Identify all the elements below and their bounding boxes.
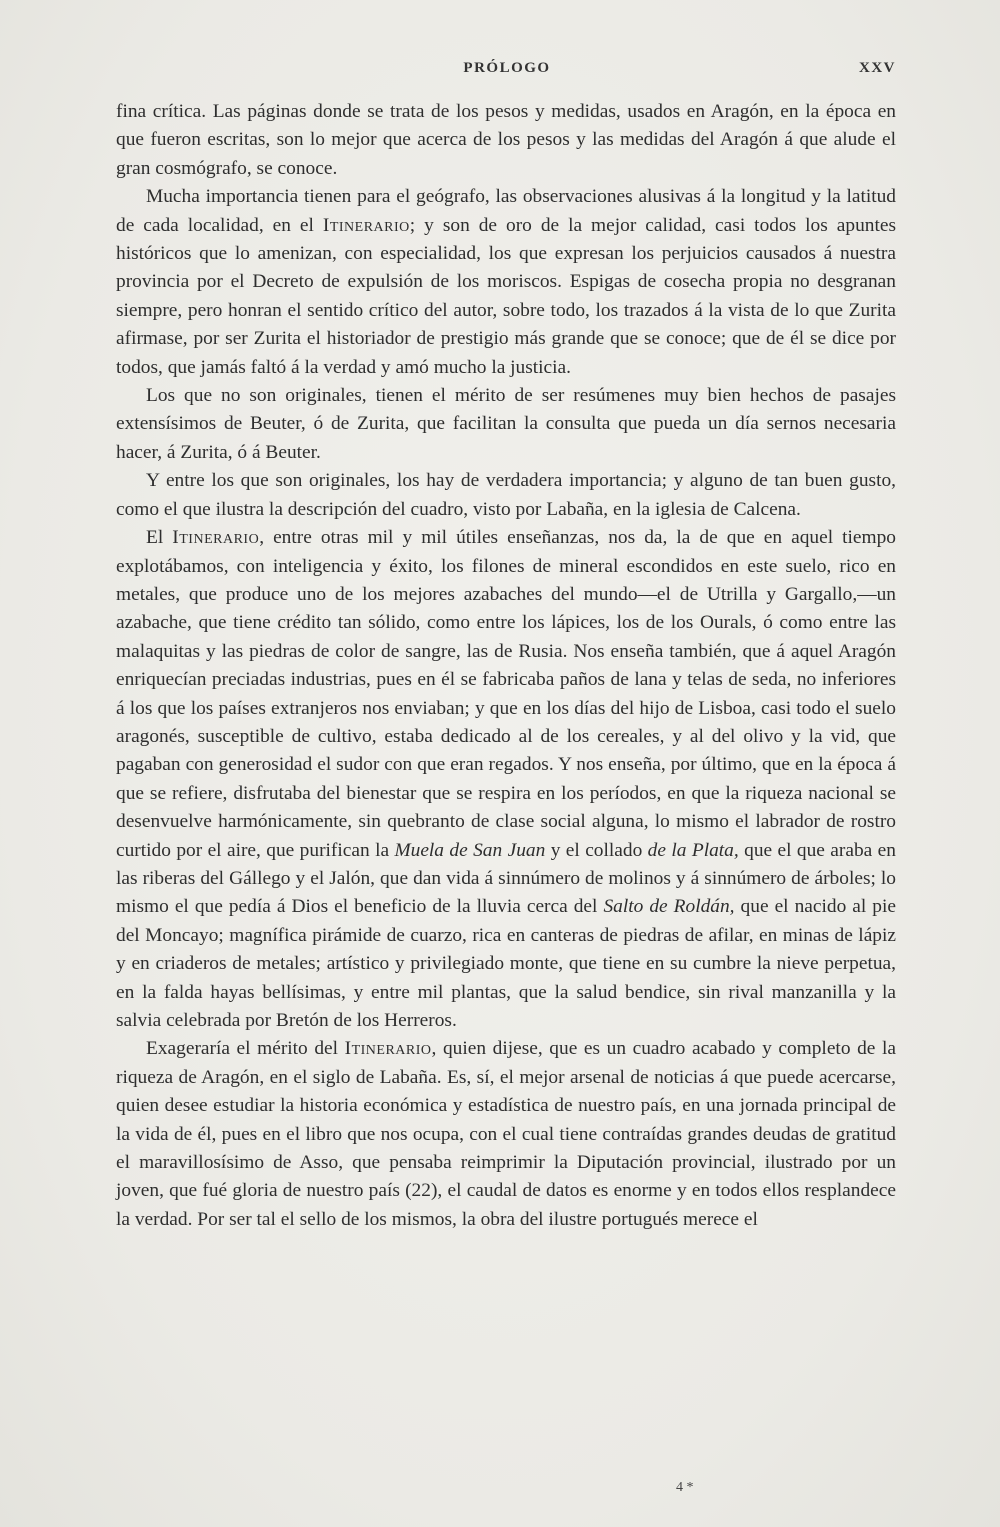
itinerario-title: Itinerario: [344, 1038, 432, 1060]
signature-mark: 4 *: [676, 1480, 694, 1495]
paragraph-5-post-a: , entre otras mil y mil útiles enseñanzas, nos da, la de que en aquel tiempo explotábamos, con inteligencia y éxito, los filones de mineral escondidos en este suelo, rico en metales, que produce uno de los mejores azabaches del mundo—el de Utrilla y Gargallo,—un azabache, que tiene crédito tan sólido, como entre los lápices, los de los Ourals, ó como entre las malaquitas y las piedras de color de sangre, las de Rusia. Nos enseña también, que á aquel Aragón enriquecían preciadas industrias, pues en él se fabricaba paños de lana y telas de seda, no inferiores á los que los países extranjeros nos enviaban; y que en los días del hijo de Lisboa, casi todo el suelo aragonés, susceptible de cultivo, estaba dedicado al de los cereales, y al del olivo y la vid, que pagaban con generosidad el sudor con que eran regados. Y nos enseña, por último, que en la época á que se refiere, disfrutaba del bienestar que se respira en los períodos, en que la riqueza nacional se desenvuelve harmónicamente, sin quebranto de clase social alguna, lo mismo el labrador de rostro curtido por el aire, que purifican la: [116, 527, 896, 861]
running-head: [118, 60, 896, 84]
itinerario-title: Itinerario: [322, 214, 410, 236]
paragraph-2: [116, 183, 896, 382]
paragraph-6-pre: Exageraría el mérito del: [146, 1038, 345, 1060]
paragraph-5-post-b: que el nacido al pie del Moncayo; magnífica pirámide de cuarzo, rica en canteras de piedras de afilar, en minas de lápiz y en criaderos de metales; artístico y privilegiado monte, que tiene en su cumbre la nieve perpetua, en la falda hayas bellísimas, y entre mil plantas, que la salud bendice, sin rival manzanilla y la salvia celebrada por Bretón de los Herreros.: [116, 896, 896, 1031]
paragraph-5-mid-1: y el collado: [545, 839, 648, 861]
body-text: [116, 98, 896, 1234]
paragraph-4-text: Y entre los que son originales, los hay de verdadera importancia; y alguno de tan buen gusto, como el que ilustra la descripción del cuadro, visto por Labaña, en la iglesia de Calcena.: [116, 470, 896, 520]
itinerario-title: Itinerario: [172, 527, 260, 549]
paragraph-5-pre: El: [146, 527, 173, 549]
paragraph-3: [116, 382, 896, 467]
paragraph-5-mid-2: que el que araba en las riberas del Gállego y el Jalón, que dan vida á sinnúmero de molinos y á sinnúmero de árboles; lo mismo el que pedía á Dios el beneficio de la lluvia cerca del: [116, 839, 896, 918]
paragraph-1: [116, 98, 896, 183]
paragraph-5: [116, 524, 896, 1035]
paragraph-4: [116, 467, 896, 524]
chapter-title: PRÓLOGO: [463, 60, 551, 76]
place-de-la-plata: de la Plata,: [647, 839, 739, 861]
paragraph-6: [116, 1035, 896, 1234]
page-number: XXV: [859, 60, 896, 76]
place-salto-de-roldan: Salto de Roldán,: [603, 896, 735, 918]
place-muela-de-san-juan: Muela de San Juan: [394, 839, 546, 861]
paragraph-2-pre: Mucha importancia tienen para el geógrafo, las observaciones alusivas á la longitud y la latitud de cada localidad, en el: [116, 186, 896, 236]
paragraph-2-post: ; y son de oro de la mejor calidad, casi todos los apuntes históricos que lo amenizan, con especialidad, los que expresan los perjuicios causados á nuestra provincia por el Decreto de expulsión de los moriscos. Espigas de cosecha propia no desgranan siempre, pero honran el sentido crítico del autor, sobre todo, los trazados á la vista de lo que Zurita afirmase, por ser Zurita el historiador de prestigio más grande que se conoce; que de él se dice por todos, que jamás faltó á la verdad y amó mucho la justicia.: [116, 214, 896, 378]
paragraph-1-text: fina crítica. Las páginas donde se trata de los pesos y medidas, usados en Aragón, en la época en que fueron escritas, son lo mejor que acerca de los pesos y las medidas del Aragón á que alude el gran cosmógrafo, se conoce.: [116, 101, 896, 179]
paragraph-6-post: , quien dijese, que es un cuadro acabado y completo de la riqueza de Aragón, en el siglo de Labaña. Es, sí, el mejor arsenal de noticias á que puede acercarse, quien desee estudiar la historia económica y estadística de nuestro país, en una jornada principal de la vida de él, pues en el libro que nos ocupa, con el cual tiene contraídas grandes deudas de gratitud el maravillosísimo de Asso, que pensaba reimprimir la Diputación provincial, ilustrado por un joven, que fué gloria de nuestro país (22), el caudal de datos es enorme y en todos ellos resplandece la verdad. Por ser tal el sello de los mismos, la obra del ilustre portugués merece el: [116, 1038, 896, 1230]
paragraph-3-text: Los que no son originales, tienen el mérito de ser resúmenes muy bien hechos de pasajes extensísimos de Beuter, ó de Zurita, que facilitan la consulta que pueda un día sernos necesaria hacer, á Zurita, ó á Beuter.: [116, 385, 896, 463]
